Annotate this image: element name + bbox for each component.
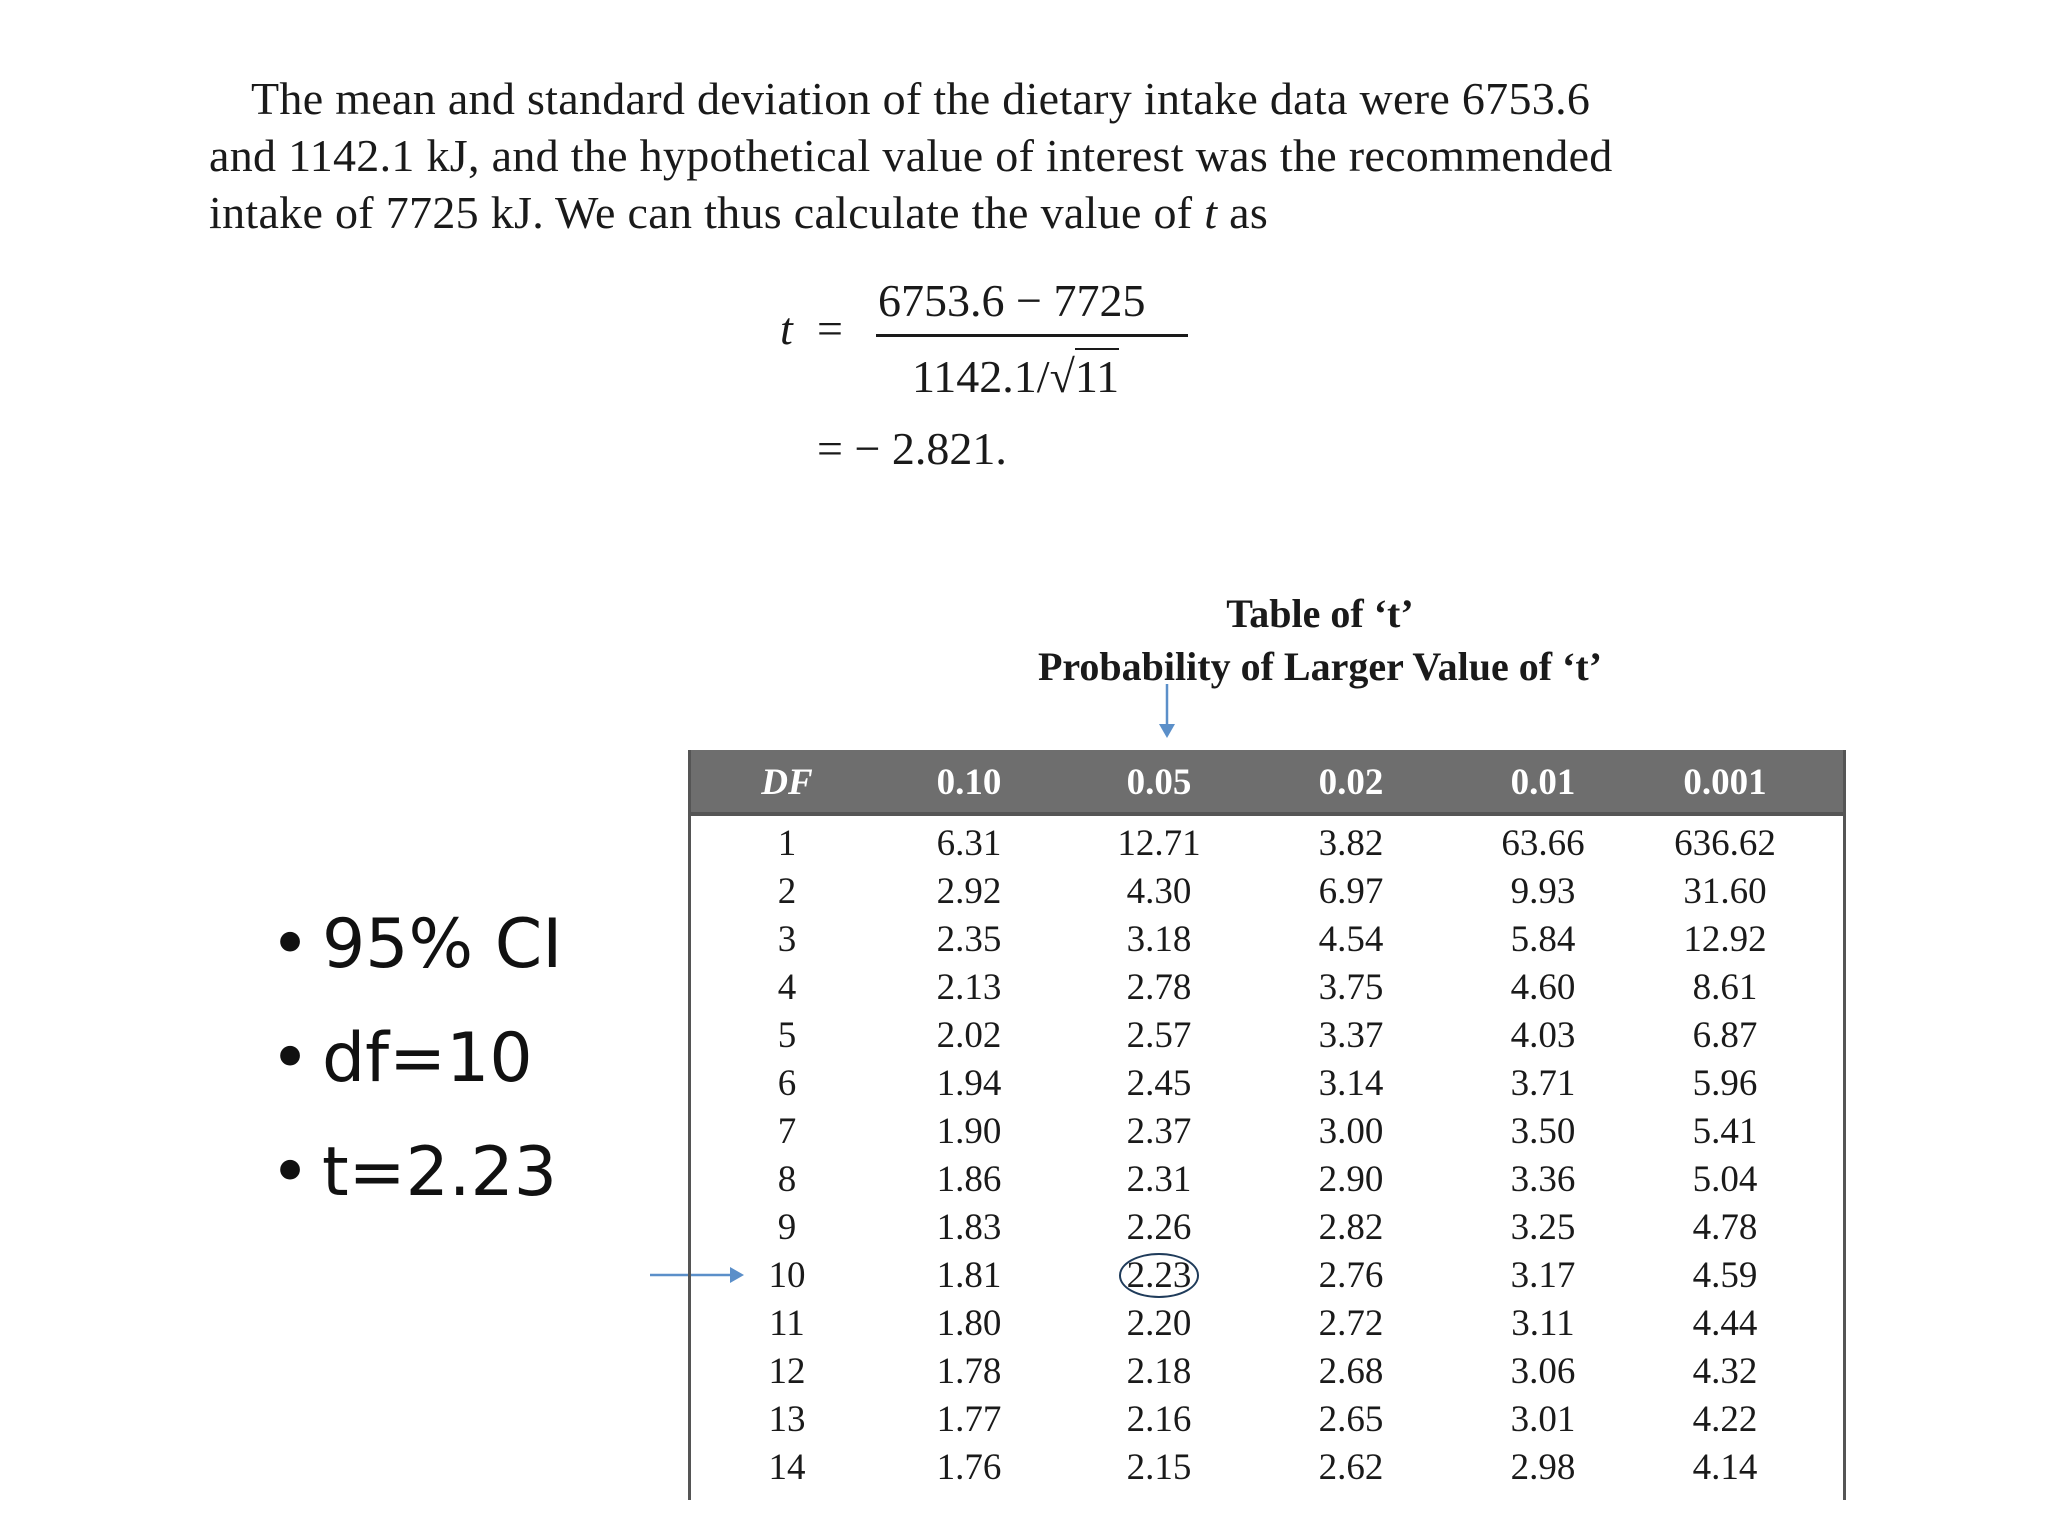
critical-value-cell: 2.13 — [936, 967, 1002, 1008]
critical-value-cell: 2.45 — [1126, 1063, 1192, 1104]
df-cell: 1 — [777, 823, 797, 864]
critical-value-cell: 5.96 — [1692, 1063, 1758, 1104]
critical-value-cell: 4.03 — [1510, 1015, 1576, 1056]
critical-value-cell: 2.90 — [1318, 1159, 1384, 1200]
df-cell: 5 — [777, 1015, 797, 1056]
critical-value-cell: 1.80 — [936, 1303, 1002, 1344]
df-cell: 10 — [768, 1255, 806, 1296]
header-p010: 0.10 — [936, 762, 1002, 803]
table-row — [691, 816, 1843, 864]
critical-value-cell: 2.18 — [1126, 1351, 1192, 1392]
critical-value-cell: 1.90 — [936, 1111, 1002, 1152]
t-distribution-table — [688, 750, 1846, 1500]
critical-value-cell: 9.93 — [1510, 871, 1576, 912]
intro-paragraph — [209, 70, 1789, 241]
critical-value-cell: 4.32 — [1692, 1351, 1758, 1392]
critical-value-cell: 1.78 — [936, 1351, 1002, 1392]
critical-value-cell: 2.02 — [936, 1015, 1002, 1056]
equation-result: = − 2.821. — [817, 423, 1007, 474]
critical-value-cell: 1.86 — [936, 1159, 1002, 1200]
table-header-row — [691, 750, 1843, 816]
column-pointer-arrow-icon — [1157, 684, 1177, 740]
bullet-text: df=10 — [322, 1019, 533, 1098]
critical-value-cell: 63.66 — [1501, 823, 1585, 864]
df-cell: 11 — [769, 1303, 805, 1344]
critical-value-cell: 2.62 — [1318, 1447, 1384, 1488]
table-row — [691, 1056, 1843, 1104]
critical-value-cell: 1.81 — [936, 1255, 1002, 1296]
critical-value-cell: 6.31 — [936, 823, 1002, 864]
critical-value-cell: 3.11 — [1511, 1303, 1575, 1344]
critical-value-cell: 3.25 — [1510, 1207, 1576, 1248]
critical-value-cell: 3.71 — [1510, 1063, 1576, 1104]
header-p0001: 0.001 — [1683, 762, 1767, 803]
critical-value-cell — [1099, 1254, 1219, 1297]
table-row — [691, 1104, 1843, 1152]
critical-value-cell: 3.82 — [1318, 823, 1384, 864]
critical-value-cell: 2.76 — [1318, 1255, 1384, 1296]
table-subtitle: Probability of Larger Value of ‘t’ — [1037, 644, 1603, 689]
df-cell: 12 — [768, 1351, 806, 1392]
highlighted-value: 2.23 — [1119, 1253, 1200, 1298]
table-row — [691, 1344, 1843, 1392]
bullet-item — [270, 1019, 562, 1133]
critical-value-cell: 5.04 — [1692, 1159, 1758, 1200]
df-cell: 2 — [777, 871, 797, 912]
critical-value-cell: 3.36 — [1510, 1159, 1576, 1200]
critical-value-cell: 8.61 — [1692, 967, 1758, 1008]
bullet-dot: • — [270, 905, 311, 984]
bullet-dot: • — [270, 1133, 311, 1212]
critical-value-cell: 2.65 — [1318, 1399, 1384, 1440]
paragraph-line-3 — [209, 184, 1789, 241]
denominator-left: 1142.1/√ — [912, 351, 1075, 402]
critical-value-cell: 5.84 — [1510, 919, 1576, 960]
critical-value-cell: 6.87 — [1692, 1015, 1758, 1056]
critical-value-cell: 5.41 — [1692, 1111, 1758, 1152]
critical-value-cell: 3.17 — [1510, 1255, 1576, 1296]
critical-value-cell: 3.18 — [1126, 919, 1192, 960]
table-row — [691, 1200, 1843, 1248]
bullet-text: 95% CI — [322, 905, 563, 984]
critical-value-cell: 2.98 — [1510, 1447, 1576, 1488]
critical-value-cell: 2.68 — [1318, 1351, 1384, 1392]
critical-value-cell: 4.30 — [1126, 871, 1192, 912]
equation-numerator: 6753.6 − 7725 — [878, 275, 1146, 326]
df-cell: 6 — [777, 1063, 797, 1104]
paragraph-line-3-start: intake of 7725 kJ. We can thus calculate the value of — [209, 187, 1193, 238]
critical-value-cell: 3.00 — [1318, 1111, 1384, 1152]
df-cell: 9 — [777, 1207, 797, 1248]
denominator-radicand: 11 — [1075, 348, 1119, 402]
table-row — [691, 1392, 1843, 1440]
table-title: Table of ‘t’ — [1226, 591, 1414, 636]
critical-value-cell: 12.71 — [1117, 823, 1201, 864]
bullet-item — [270, 905, 562, 1019]
header-p002: 0.02 — [1318, 762, 1384, 803]
table-row — [691, 912, 1843, 960]
paragraph-line-3-end: as — [1229, 187, 1269, 238]
table-body — [691, 816, 1843, 1488]
critical-value-cell: 3.75 — [1318, 967, 1384, 1008]
df-cell: 14 — [768, 1447, 806, 1488]
equation-equals: = — [817, 303, 843, 354]
table-row — [691, 1440, 1843, 1488]
header-p005: 0.05 — [1126, 762, 1192, 803]
critical-value-cell: 3.50 — [1510, 1111, 1576, 1152]
paragraph-line-1: The mean and standard deviation of the dietary intake data were 6753.6 — [251, 73, 1591, 124]
critical-value-cell: 4.22 — [1692, 1399, 1758, 1440]
critical-value-cell: 1.83 — [936, 1207, 1002, 1248]
critical-value-cell: 1.94 — [936, 1063, 1002, 1104]
table-row — [691, 1152, 1843, 1200]
critical-value-cell: 2.35 — [936, 919, 1002, 960]
critical-value-cell: 2.78 — [1126, 967, 1192, 1008]
summary-bullets — [270, 905, 562, 1247]
critical-value-cell: 3.01 — [1510, 1399, 1576, 1440]
critical-value-cell: 4.59 — [1692, 1255, 1758, 1296]
critical-value-cell: 2.16 — [1126, 1399, 1192, 1440]
df-cell: 3 — [777, 919, 797, 960]
header-p001: 0.01 — [1510, 762, 1576, 803]
header-df: DF — [761, 762, 813, 803]
df-cell: 7 — [777, 1111, 797, 1152]
critical-value-cell: 2.31 — [1126, 1159, 1192, 1200]
paragraph-line-2: and 1142.1 kJ, and the hypothetical value of interest was the recommended — [209, 130, 1613, 181]
critical-value-cell: 2.15 — [1126, 1447, 1192, 1488]
critical-value-cell: 2.37 — [1126, 1111, 1192, 1152]
critical-value-cell: 2.72 — [1318, 1303, 1384, 1344]
critical-value-cell: 4.44 — [1692, 1303, 1758, 1344]
table-row — [691, 1296, 1843, 1344]
table-row — [691, 864, 1843, 912]
equation-variable: t — [780, 303, 793, 354]
fraction-bar — [876, 334, 1188, 337]
critical-value-cell: 4.60 — [1510, 967, 1576, 1008]
critical-value-cell: 12.92 — [1683, 919, 1767, 960]
bullet-dot: • — [270, 1019, 311, 1098]
critical-value-cell: 2.57 — [1126, 1015, 1192, 1056]
table-row — [691, 960, 1843, 1008]
df-cell: 8 — [777, 1159, 797, 1200]
critical-value-cell: 6.97 — [1318, 871, 1384, 912]
bullet-item — [270, 1133, 562, 1247]
critical-value-cell: 2.82 — [1318, 1207, 1384, 1248]
critical-value-cell: 1.77 — [936, 1399, 1002, 1440]
critical-value-cell: 2.20 — [1126, 1303, 1192, 1344]
critical-value-cell: 4.54 — [1318, 919, 1384, 960]
critical-value-cell: 1.76 — [936, 1447, 1002, 1488]
critical-value-cell: 3.14 — [1318, 1063, 1384, 1104]
critical-value-cell: 3.06 — [1510, 1351, 1576, 1392]
table-row — [691, 1008, 1843, 1056]
critical-value-cell: 31.60 — [1683, 871, 1767, 912]
critical-value-cell: 4.14 — [1692, 1447, 1758, 1488]
equation-denominator — [912, 350, 1119, 403]
df-cell: 13 — [768, 1399, 806, 1440]
paragraph-variable-t: t — [1204, 187, 1218, 238]
critical-value-cell: 2.26 — [1126, 1207, 1192, 1248]
table-row — [691, 1248, 1843, 1296]
critical-value-cell: 4.78 — [1692, 1207, 1758, 1248]
critical-value-cell: 3.37 — [1318, 1015, 1384, 1056]
critical-value-cell: 2.92 — [936, 871, 1002, 912]
df-cell: 4 — [777, 967, 797, 1008]
critical-value-cell: 636.62 — [1674, 823, 1776, 864]
bullet-text: t=2.23 — [322, 1133, 558, 1212]
